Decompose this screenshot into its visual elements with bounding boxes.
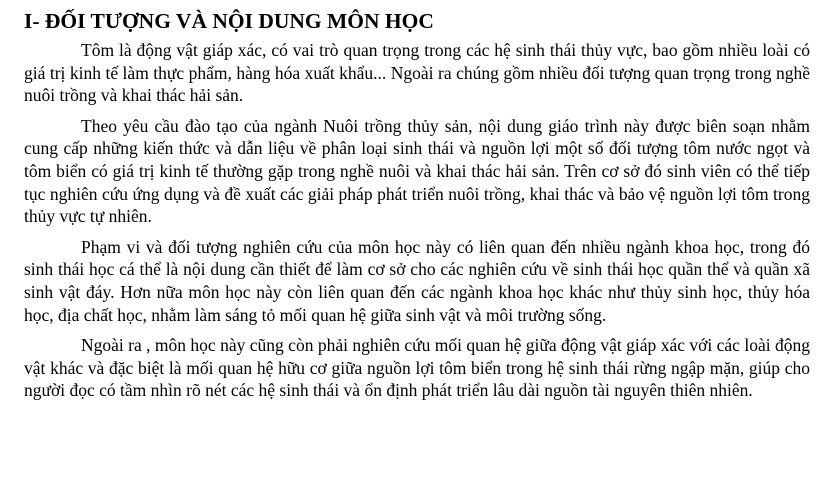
paragraph-intro: Tôm là động vật giáp xác, có vai trò quan trọng trong các hệ sinh thái thủy vực, bao gồm nhiều loài có giá trị kinh tế làm thực phẩm, hàng hóa xuất khẩu... Ngoài ra chúng gồm nhiều đối tượng quan trọng trong nghề nuôi trồng và khai thác hải sản. [24, 40, 810, 106]
paragraph-curriculum: Theo yêu cầu đào tạo của ngành Nuôi trồng thủy sản, nội dung giáo trình này được biên soạn nhằm cung cấp những kiến thức và dẫn liệu về phân loại sinh thái và nguồn lợi một số đối tượng tôm nước ngọt và tôm biển có giá trị kinh tế thường gặp trong nghề nuôi và khai thác hải sản. Trên cơ sở đó sinh viên có thể tiếp tục nghiên cứu ứng dụng và đề xuất các giải pháp phát triển nuôi trồng, khai thác và bảo vệ nguồn lợi tôm trong thủy vực tự nhiên. [24, 115, 810, 227]
paragraph-scope: Phạm vi và đối tượng nghiên cứu của môn học này có liên quan đến nhiều ngành khoa học, trong đó sinh thái học cá thể là nội dung cần thiết để làm cơ sở cho các nghiên cứu về sinh thái học quần thể và quần xã sinh vật đáy. Hơn nữa môn học này còn liên quan đến các ngành khoa học khác như thủy sinh học, thủy hóa học, địa chất học, nhằm làm sáng tỏ mối quan hệ giữa sinh vật và môi trường sống. [24, 236, 810, 325]
paragraph-relations: Ngoài ra , môn học này cũng còn phải nghiên cứu mối quan hệ giữa động vật giáp xác với các loài động vật khác và đặc biệt là mối quan hệ hữu cơ giữa nguồn lợi tôm biển trong hệ sinh thái rừng ngập mặn, giúp cho người đọc có tầm nhìn rõ nét các hệ sinh thái và ổn định phát triển lâu dài nguồn tài nguyên thiên nhiên. [24, 335, 810, 401]
section-heading: I- ĐỐI TƯỢNG VÀ NỘI DUNG MÔN HỌC [24, 9, 434, 33]
